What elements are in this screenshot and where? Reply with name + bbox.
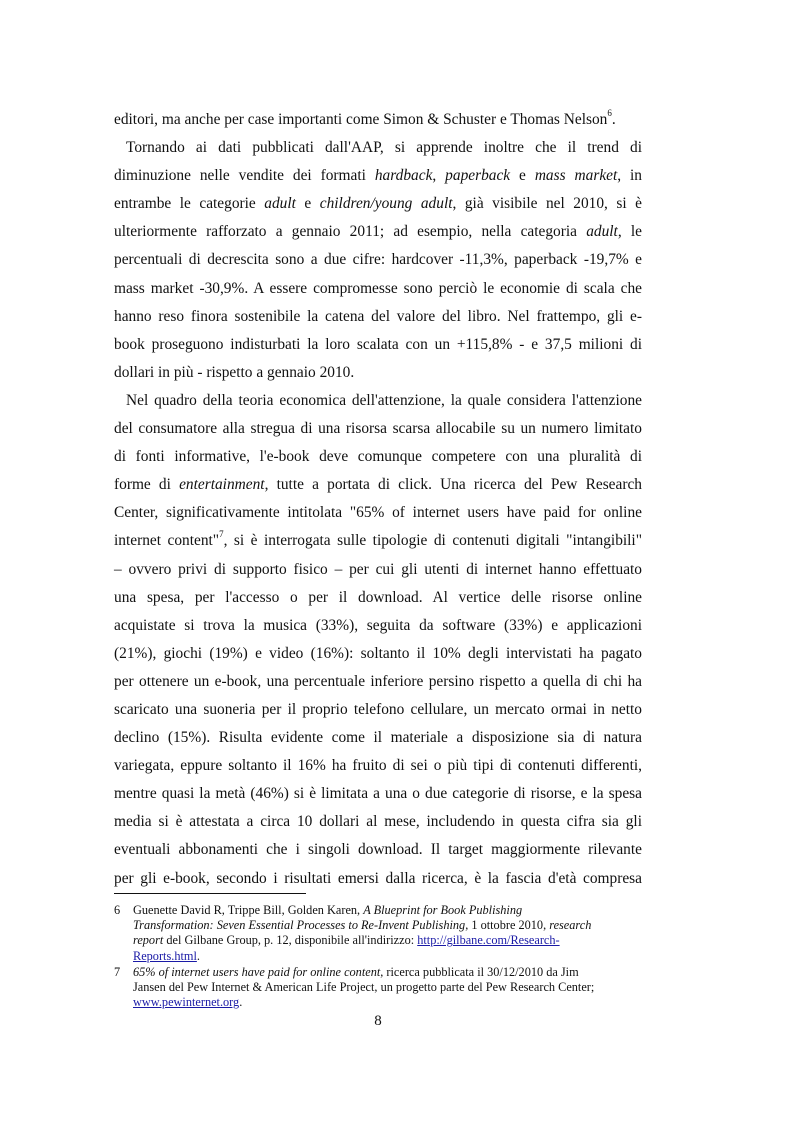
footnote-ref-7[interactable]: 7 xyxy=(219,529,224,540)
text-line: per ottenere un e-book, una percentuale inferiore persino rispetto a quella di chi ha xyxy=(114,672,642,690)
text-line: entrambe le categorie adult e children/young adult, già visibile nel 2010, si è xyxy=(114,195,642,213)
footnote-6: 6 Guenette David R, Tripp‎e Bill, Golden Karen, A Blueprint for Book Publishing Transformation: Seven Essential Processes to Re-Invent Publishing, 1 ottobre 2010, research report del Gilbane Group, p. 12, disponibile all'indirizzo: http://gilbane.com/Research- Reports.html. xyxy=(114,903,592,963)
text-line: forme di entertainment, tutte a portata di click. Una ricerca del Pew Research xyxy=(114,476,642,494)
text-line: diminuzione nelle vendite dei formati hardback, paperback e mass market, in xyxy=(114,167,643,185)
page-number: 8 xyxy=(374,1013,382,1029)
text-line: hanno reso finora sostenibile la catena del valore del libro. Nel frattempo, gli e- xyxy=(114,307,642,325)
gilbane-link[interactable]: http://gilbane.com/Research- xyxy=(417,933,560,948)
text-line: (21%), giochi (19%) e video (16%): soltanto il 10% degli intervistati ha pagato xyxy=(114,644,642,662)
text-line: scaricato una suoneria per il proprio telefono cellulare, un mercato ormai in netto xyxy=(114,700,642,718)
footnotes xyxy=(114,903,654,1011)
text-line: una spesa, per l'accesso o per il download. Al vertice delle risorse online xyxy=(114,588,642,606)
text-line: mentre quasi la metà (46%) si è limitata a una o due categorie di risorse, e la spesa xyxy=(114,785,642,803)
text-line: di fonti informative, l'e-book deve comunque competere con una pluralità di xyxy=(114,448,642,466)
text-line: media si è attestata a circa 10 dollari al mese, includendo in questa cifra sia gli xyxy=(114,813,642,831)
text-line: ulteriormente rafforzato a gennaio 2011; ad esempio, nella categoria adult, le xyxy=(114,223,642,241)
text-line: – ovvero privi di supporto fisico – per cui gli utenti di internet hanno effettuato xyxy=(114,560,642,578)
footnote-7: 7 65% of internet users have paid for online content, ricerca pubblicata il 30/12/2010 da Jim Jansen del Pew Internet & American Life Project, un progetto parte del Pew Research Center; www.pewinternet.org. xyxy=(114,964,595,1010)
paragraph-start: Tornando ai dati pubblicati dall'AAP, si apprende inoltre che il trend di xyxy=(126,139,642,157)
text-line: declino (15%). Risulta evidente come il materiale a disposizione sia di natura xyxy=(114,729,642,747)
pewinternet-link[interactable]: www.pewinternet.org xyxy=(133,995,240,1010)
text-line: eventuali abbonamenti che i singoli download. Il target maggiormente rilevante xyxy=(114,841,642,859)
text-line: Center, significativamente intitolata "65% of internet users have paid for online xyxy=(114,504,642,522)
text-line: mass market -30,9%. A essere compromesse sono perciò le economie di scala che xyxy=(114,279,642,297)
text-line: per gli e-book, secondo i risultati emersi dalla ricerca, è la fascia d'età compresa xyxy=(114,869,642,887)
text-line: internet content"$^7$, si è interrogata sulle tipologie di contenuti digitali "intangibili" xyxy=(114,529,642,550)
footnote-ref-6[interactable]: 6 xyxy=(607,107,612,118)
text-line: acquistate si trova la musica (33%), seguita da software (33%) e applicazioni xyxy=(114,616,642,634)
footnote-number: 6 xyxy=(114,903,121,917)
text-line: variegata, eppure soltanto il 16% ha fruito di sei o più tipi di contenuti differenti, xyxy=(114,757,642,775)
paragraph-start: Nel quadro della teoria economica dell'attenzione, la quale considera l'attenzione xyxy=(126,391,642,409)
footnote-separator xyxy=(114,893,306,894)
body-text xyxy=(114,106,642,893)
footnote-number: 7 xyxy=(114,964,121,979)
text-line: editori, ma anche per case importanti come Simon & Schuster e Thomas Nelson$^6$. xyxy=(114,107,616,128)
text-line: del consumatore alla stregua di una risorsa scarsa allocabile su un numero limitato xyxy=(114,420,642,438)
text-line: book proseguono indisturbati la loro scalata con un +115,8% - e 37,5 milioni di xyxy=(114,335,642,353)
text-line: percentuali di decrescita sono a due cifre: hardcover -11,3%, paperback -19,7% e xyxy=(114,251,642,269)
text-line: dollari in più - rispetto a gennaio 2010. xyxy=(114,363,355,381)
gilbane-link-continued[interactable]: Reports.html xyxy=(133,948,197,963)
